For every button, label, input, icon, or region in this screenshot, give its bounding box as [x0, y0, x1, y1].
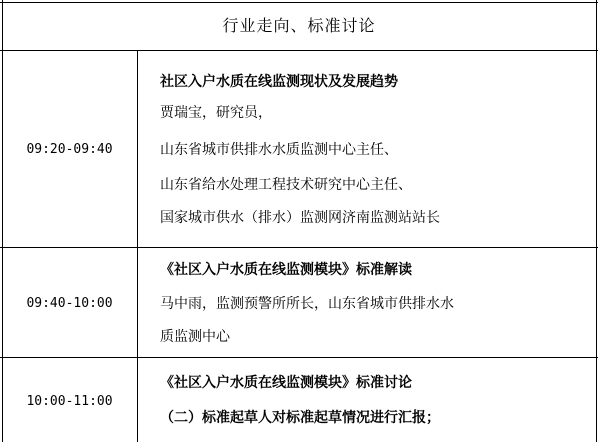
session-title: 《社区入户水质在线监测模块》标准讨论: [160, 375, 412, 391]
speaker-line: 山东省城市供排水水质监测中心主任、: [160, 142, 398, 158]
table-rule-left: [2, 0, 3, 442]
table-rule-row1-bottom: [0, 247, 598, 248]
session-time: 09:20-09:40: [26, 142, 113, 157]
speaker-line: 贾瑞宝，研究员，: [160, 105, 272, 121]
table-rule-right: [596, 0, 597, 442]
session-note: （二）标准起草人对标准起草情况进行汇报；: [160, 410, 440, 426]
section-title: 行业走向、标准讨论: [222, 16, 376, 35]
speaker-line: 山东省给水处理工程技术研究中心主任、: [160, 177, 412, 193]
speaker-line: 马中雨，监测预警所所长，山东省城市供排水水: [160, 296, 454, 312]
table-rule-divider: [137, 50, 138, 442]
table-rule-row2-bottom: [0, 357, 598, 358]
speaker-line: 质监测中心: [160, 329, 230, 345]
session-time: 10:00-11:00: [26, 394, 113, 409]
table-rule-top: [0, 2, 598, 3]
session-time: 09:40-10:00: [26, 296, 113, 311]
speaker-line: 国家城市供水（排水）监测网济南监测站站长: [160, 210, 440, 226]
table-rule-header-bottom: [0, 50, 598, 51]
session-title: 社区入户水质在线监测现状及发展趋势: [160, 74, 398, 90]
session-title: 《社区入户水质在线监测模块》标准解读: [160, 262, 412, 278]
